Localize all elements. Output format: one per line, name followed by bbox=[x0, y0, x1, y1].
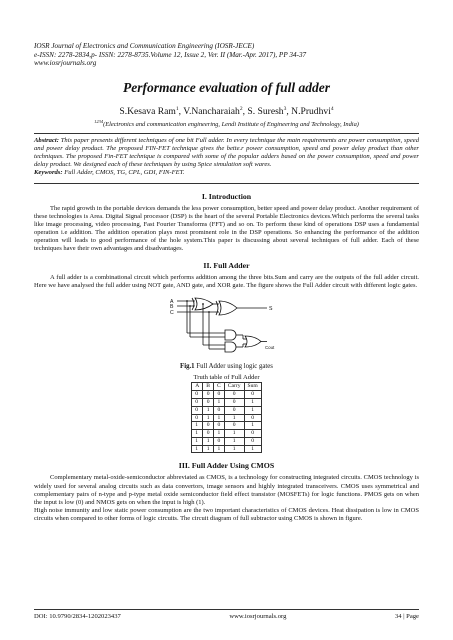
truth-table bbox=[191, 382, 262, 453]
truth-table-cell: 0 bbox=[224, 391, 244, 399]
or-gate bbox=[245, 336, 261, 347]
author-separator: , bbox=[286, 105, 292, 117]
truth-table-cell: 0 bbox=[192, 391, 203, 399]
truth-table-cell: 1 bbox=[203, 437, 214, 445]
affiliation-text: (Electronics and communication engineering, Lendi Institute of Engineering and Technology, India) bbox=[103, 121, 359, 129]
truth-table-cell: 0 bbox=[224, 398, 244, 406]
truth-table-row bbox=[192, 437, 262, 445]
truth-table-cell: 1 bbox=[214, 414, 225, 422]
truth-table-body bbox=[192, 391, 262, 453]
truth-table-row bbox=[192, 422, 262, 430]
truth-table-cell: 0 bbox=[244, 391, 261, 399]
truth-table-cell: 1 bbox=[203, 414, 214, 422]
truth-table-title: Truth table of Full Adder bbox=[193, 374, 260, 382]
section-heading-cmos: III. Full Adder Using CMOS bbox=[178, 461, 275, 471]
truth-table-row bbox=[192, 398, 262, 406]
author-list bbox=[34, 106, 419, 117]
truth-table-cell: 0 bbox=[203, 391, 214, 399]
cmos-paragraph-2: High noise immunity and low static power consumption are the two important characteristics of CMOS devices. Heat dissipation is low in CMOS circuits when compared to other forms of logic circuits. The circuit diagram of full subtractor using CMOS is shown in figure. bbox=[34, 506, 419, 522]
figure-caption-text: Full Adder using logic gates bbox=[194, 363, 273, 371]
truth-table-cell: 1 bbox=[192, 422, 203, 430]
author-name: N.Prudhvi bbox=[291, 105, 331, 117]
truth-table-row bbox=[192, 414, 262, 422]
abstract-divider bbox=[34, 183, 419, 184]
truth-table-cell: 0 bbox=[214, 422, 225, 430]
truth-table-cell: 0 bbox=[224, 422, 244, 430]
author-sup: 4 bbox=[330, 105, 334, 112]
affiliation-sup: 1234 bbox=[94, 118, 104, 124]
truth-table-cell: 0 bbox=[203, 422, 214, 430]
page-footer bbox=[34, 609, 419, 620]
truth-table-cell: 0 bbox=[192, 406, 203, 414]
footer-website: www.iosrjournals.org bbox=[229, 613, 287, 620]
journal-name: IOSR Journal of Electronics and Communication Engineering (IOSR-JECE) bbox=[34, 42, 255, 50]
issn-line: e-ISSN: 2278-2834,p- ISSN: 2278-8735.Volume 12, Issue 2, Ver. II (Mar.-Apr. 2017), PP 34-37 bbox=[34, 50, 307, 59]
abstract-text: This paper presents different techniques of one bit Full adder. In every technique the main requirements are power consumption, speed and power delay product. The proposed FIN-FET technique gives the bette.r power consumption, speed and power delay product than other techniques. The proposed Fin-FET technique is compared with some of the popular adders based on the power consumption, speed and power delay product. We designed each of these techniques by using Spice simulation soft wares. bbox=[34, 137, 419, 169]
and-gate-1 bbox=[225, 330, 236, 340]
truth-table-cell: 1 bbox=[192, 445, 203, 453]
author-name: V.Nancharaiah bbox=[183, 105, 240, 117]
truth-table-cell: 0 bbox=[203, 430, 214, 438]
xor-gate-1 bbox=[195, 298, 213, 310]
figure-label: Fig.1 bbox=[180, 363, 195, 371]
label-output-sum: S bbox=[268, 306, 272, 313]
author-separator: , bbox=[242, 105, 248, 117]
title-divider bbox=[34, 133, 419, 134]
footer-doi: DOI: 10.9790/2834-1202023437 bbox=[34, 613, 121, 620]
truth-table-cell: 0 bbox=[224, 406, 244, 414]
truth-table-row bbox=[192, 445, 262, 453]
truth-table-cell: 1 bbox=[224, 437, 244, 445]
truth-table-cell: 1 bbox=[224, 430, 244, 438]
cmos-paragraph-1: Complementary metal-oxide-semiconductor abbreviated as CMOS, is a technology for constructing integrated circuits. CMOS technology is widely used for several analog circuits such as data convertors, image sensors and highly integrated transceivers. CMOS uses symmetrical and complementary pairs of n-type and p-type metal oxide semiconductor field effect transistor (MOSFETs) for logic functions. PMOS gets on when the input is low (0) and NMOS gets on when the input is high (1). bbox=[34, 474, 419, 506]
paper-title: Performance evaluation of full adder bbox=[123, 79, 330, 95]
truth-table-cell: 1 bbox=[214, 430, 225, 438]
truth-table-cell: 1 bbox=[244, 406, 261, 414]
truth-table-cell: 0 bbox=[244, 430, 261, 438]
truth-table-cell: 1 bbox=[203, 406, 214, 414]
author-sup: 1 bbox=[175, 105, 179, 112]
introduction-paragraph: The rapid growth in the portable devices demands the less power consumption, better speed and power delay product. Another requirement of these technologies is Area. Digital Signal processor (DSP) is the heart of the several Portable Electronics devices.Which performs the several tasks like image processing, video processing, Fast Fourier Transforms (FFT) and so on. To perform these kind of operations DSP uses a fundamental operation i.e addition. The addition operation plays most prominent role in the DSP operations. So enhancing the performance of the addition operation will leads to good performance of the hole system.This paper is discussing about several techniques of full adder. Each of these techniques have their own advantages and disadvantages. bbox=[34, 204, 419, 253]
section-heading-full-adder: II. Full Adder bbox=[203, 261, 250, 271]
figure-caption bbox=[34, 363, 419, 370]
abstract-label: Abstract: bbox=[34, 137, 59, 145]
and-gate-2 bbox=[225, 342, 236, 352]
truth-table-cell: 0 bbox=[214, 406, 225, 414]
abstract bbox=[34, 137, 419, 169]
truth-table-cell: 0 bbox=[192, 414, 203, 422]
truth-table-header-cell: C bbox=[214, 383, 225, 391]
section-heading-introduction: I. Introduction bbox=[201, 191, 252, 201]
truth-table-cell: 1 bbox=[192, 437, 203, 445]
keywords-text: Full Adder, CMOS, TG, CPL, GDI, FIN-FET. bbox=[64, 169, 185, 177]
affiliation bbox=[34, 119, 419, 128]
truth-table-cell: 0 bbox=[214, 391, 225, 399]
truth-table-cell: 1 bbox=[244, 398, 261, 406]
full-adder-paragraph: A full adder is a combinational circuit which performs addition among the three bits.Sum and carry are the outputs of the full adder circuit. Here we have analysed the full adder using NOT gate, AND gate, and XOR gate. The figure shows the Full Adder circuit with different logic gates. bbox=[34, 274, 419, 290]
truth-table-cell: 1 bbox=[192, 430, 203, 438]
truth-table-cell: 0 bbox=[244, 414, 261, 422]
truth-table-header-row bbox=[192, 383, 262, 391]
truth-table-cell: 1 bbox=[214, 445, 225, 453]
truth-table-cell: 0 bbox=[203, 398, 214, 406]
journal-website: www.iosrjournals.org bbox=[34, 59, 97, 68]
truth-table-cell: 0 bbox=[214, 437, 225, 445]
truth-table-row bbox=[192, 430, 262, 438]
truth-table-row bbox=[192, 406, 262, 414]
label-output-cout: Cout bbox=[264, 345, 274, 351]
label-input-c: C bbox=[169, 310, 174, 317]
author-sup: 3 bbox=[283, 105, 287, 112]
truth-table-cell: 1 bbox=[244, 445, 261, 453]
label-input-b: B bbox=[169, 304, 173, 311]
truth-table-cell: 1 bbox=[203, 445, 214, 453]
author-sup: 2 bbox=[239, 105, 243, 112]
author-name: S.Kesava Ram bbox=[119, 105, 176, 117]
truth-table-cell: 1 bbox=[224, 445, 244, 453]
truth-table-header-cell: A bbox=[192, 383, 203, 391]
truth-table-cell: 1 bbox=[244, 422, 261, 430]
truth-table-cell: 1 bbox=[224, 414, 244, 422]
truth-table-row bbox=[192, 391, 262, 399]
truth-table-cell: 0 bbox=[244, 437, 261, 445]
author-separator: , bbox=[178, 105, 184, 117]
keywords-label: Keywords: bbox=[34, 169, 63, 177]
author-name: S. Suresh bbox=[247, 105, 284, 117]
truth-table-header-cell: Carry bbox=[224, 383, 244, 391]
truth-table-header-cell: B bbox=[203, 383, 214, 391]
journal-header bbox=[34, 42, 419, 68]
truth-table-cell: 1 bbox=[214, 398, 225, 406]
keywords bbox=[34, 169, 419, 177]
full-adder-circuit-diagram bbox=[167, 295, 287, 361]
truth-table-cell: 0 bbox=[192, 398, 203, 406]
truth-table-header-cell: Sum bbox=[244, 383, 261, 391]
label-input-a: A bbox=[169, 299, 173, 306]
xor-gate-2 bbox=[219, 301, 237, 315]
footer-page-number: 34 | Page bbox=[394, 613, 419, 620]
